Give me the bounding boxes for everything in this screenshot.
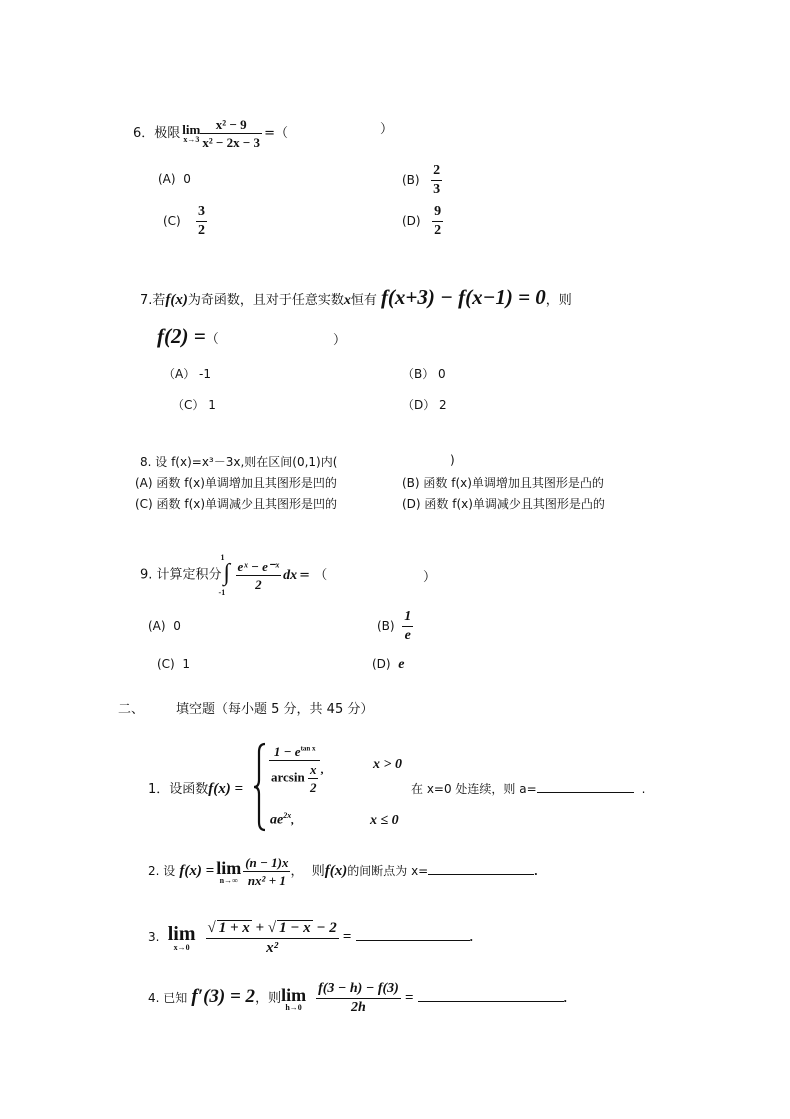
q9-d-value: e [398,657,405,672]
f2-answer-blank[interactable] [428,862,534,875]
q6-b-label: (B) [402,173,420,187]
f4-fraction: $\frac{f(3 - h) - f(3)}{2h}$ [318,981,399,1015]
f1-tail [411,780,645,797]
f4-prefix: 4. 已知 [148,991,188,1005]
q7-f2: f(2) = [157,324,206,348]
f3-denominator: x² [266,939,279,956]
q7-paren-open: （ [205,332,219,347]
q8-stem: 8. 设 f(x)=x³－3x,则在区间(0,1)内( [140,455,338,469]
q9-option-c[interactable] [157,657,190,671]
q7-xvar: x [343,293,351,308]
q6-close-paren: ） [380,122,394,137]
f3-line [148,912,473,962]
f1-case2-expr [270,811,294,829]
q6-prefix: 6．极限 [133,126,181,141]
f2-period: . [534,863,538,878]
q8-option-b[interactable]: (B) 函数 f(x)单调增加且其图形是凸的 [402,476,604,490]
q6-a-label: (A) [158,172,176,186]
f2-fraction: $\frac{(n - 1)x}{\text{nx² + 1}}$ [245,855,289,888]
q6-d-fraction: $\frac{9}{2}$ [434,204,442,238]
f1-case1-condition: x > 0 [373,757,402,772]
q7-prefix: 7.若 [140,293,166,308]
q9-option-d[interactable] [372,657,404,673]
f2-tail: 的间断点为 x= [347,864,429,878]
q6-b-fraction: $\frac{2}{3}$ [433,163,441,197]
f1-case2-base: ae [270,812,284,828]
f2-then: 则 [311,864,325,879]
f1-case2-comma: , [291,812,295,827]
q6-c-label: (C) [163,214,181,228]
f1-case2-sup: 2x [283,811,292,820]
q9-option-a[interactable] [148,619,181,633]
q9-b-fraction: $\frac{1}{e}$ [404,609,412,643]
integral-sign-icon: ∫ [223,560,231,586]
q7-fx: f(x) [165,292,188,308]
f1-prefix-line [148,778,243,800]
q6-equals: =（ [264,126,288,141]
q7-mid1: 为奇函数，且对于任意实数 [187,293,344,308]
q7-option-b[interactable]: （B） 0 [402,367,446,381]
q8-close-paren: ) [450,453,455,467]
q6-d-label: (D) [402,214,421,228]
f4-limit: lim h→0 [281,984,307,1012]
f1-tail-text: 在 x=0 处连续，则 a= [411,782,537,796]
section2-number: 二、 [118,702,145,717]
f1-case1-expr [269,745,323,794]
q7-stem [140,284,572,310]
section2-title: 填空题（每小题 5 分，共 45 分） [176,702,374,717]
q9-dx: dx [283,567,298,583]
q8-option-a[interactable]: (A) 函数 f(x)单调增加且其图形是凹的 [135,476,337,490]
f1-case1-comma: , [320,762,324,776]
q9-c-label: (C) [157,657,175,671]
f4-equals: = [404,990,414,1006]
f4-answer-blank[interactable] [418,989,564,1002]
q9-c-value: 1 [182,657,191,671]
f3-fraction [206,920,339,956]
q6-stem [133,118,288,148]
f4-line [148,975,567,1019]
f3-answer-blank[interactable] [356,928,470,941]
f2-prefix: 2. 设 [148,864,176,878]
q9-lower: -1 [218,588,226,597]
f2-comma: ， [290,864,304,879]
f1-prefix: 1．设函数 [148,782,209,797]
q9-fraction: $\frac{\text{eˣ − e⁻ˣ}}{2}$ [237,558,280,592]
f3-equals: = [342,929,352,945]
q7-close-paren: ） [333,333,347,348]
q6-option-d[interactable] [402,204,443,238]
f1-period: . [641,782,646,796]
q9-equals: = （ [299,567,328,583]
f3-limit: lim x→0 [167,922,196,952]
f1-case1-numerator: $1 - e^{tan x}$ [269,745,320,761]
f4-then: ，则 [255,991,282,1006]
q7-option-d[interactable]: （D） 2 [402,398,447,412]
q9-option-b[interactable] [377,608,413,644]
f1-brace [253,742,267,832]
f4-period: . [563,990,567,1005]
q9-integral [218,552,236,598]
q9-d-label: (D) [372,657,391,671]
f1-answer-blank[interactable] [537,780,634,793]
q7-option-c[interactable]: （C） 1 [172,398,216,412]
q9-b-label: (B) [377,619,395,633]
q7-end: ，则 [545,293,572,308]
q9-upper: 1 [220,553,225,562]
q6-c-fraction: $\frac{3}{2}$ [198,204,206,238]
q6-a-value: 0 [183,172,191,186]
f1-case1-fraction [269,745,320,794]
q9-prefix: 9. 计算定积分 [140,567,222,583]
q8-option-c[interactable]: (C) 函数 f(x)单调减少且其图形是凹的 [135,497,338,511]
f2-fx2: f(x) [324,863,348,879]
q9-close-paren: ） [423,570,437,585]
f1-case2-condition: x ≤ 0 [370,813,399,828]
f3-period: . [469,929,473,944]
q7-mid2: 恒有 [350,293,377,308]
q6-option-b[interactable] [402,163,442,197]
f1-case1-denominator: arcsin $\frac{x}{2}$ [271,762,317,795]
q7-option-a[interactable]: （A） -1 [163,367,211,381]
q9-a-label: (A) [148,619,166,633]
f3-numerator: √ 1 + x + √ 1 − x − 2 [206,920,339,939]
f4-given: f′(3) = 2 [191,986,256,1007]
q6-limit: lim x→3 [182,122,201,144]
q7-equation: f(x+3) − f(x−1) = 0 [380,285,546,309]
f2-fx: f(x) = [179,863,215,879]
q9-a-value: 0 [173,619,181,633]
q6-option-c[interactable] [163,204,207,238]
f2-line [148,851,538,891]
q7-f2-line [157,322,219,350]
q6-option-a[interactable] [158,172,191,186]
f2-limit: lim n→∞ [216,857,242,885]
f1-fx: f(x) = [208,781,244,797]
left-brace-icon [253,742,267,832]
f3-prefix: 3. [148,930,160,944]
q8-option-d[interactable]: (D) 函数 f(x)单调减少且其图形是凸的 [402,497,605,511]
q6-fraction: $\frac{\text{x² − 9}}{\text{x² − 2x − 3}}$ [202,117,261,150]
q9-stem [140,552,327,598]
